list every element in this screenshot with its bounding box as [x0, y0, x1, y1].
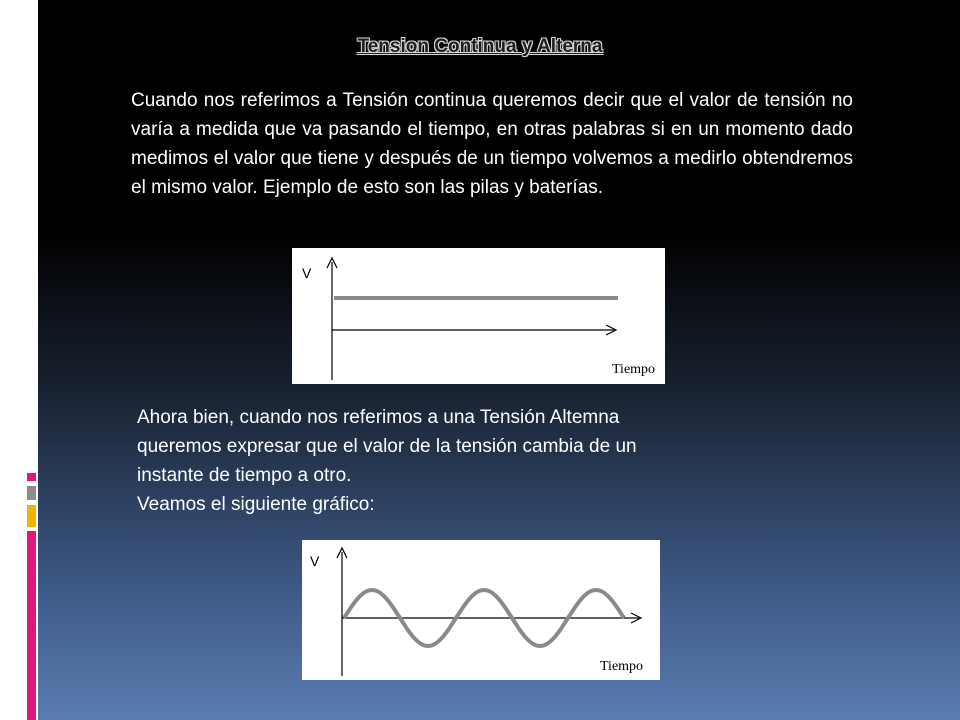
decorative-bar-gray [27, 486, 36, 500]
dc-x-axis-label: Tiempo [612, 362, 656, 377]
ac-voltage-graph [302, 540, 660, 680]
slide-title: Tension Continua y Alterna [357, 36, 603, 57]
dc-voltage-graph [292, 248, 665, 384]
paragraph-dc-description: Cuando nos referimos a Tensión continua queremos decir que el valor de tensión no varía a medida que va pasando el tiempo, en otras palabras si en un momento dado medimos el valor que tiene y después de un tiempo volvemos a medirlo obtendremos el mismo valor. Ejemplo de esto son las pilas y baterías. [131, 90, 853, 198]
paragraph-ac-line: Veamos el siguiente gráfico: [137, 494, 375, 515]
decorative-bar-yellow [27, 505, 36, 527]
paragraph-ac-line: Ahora bien, cuando nos referimos a una Tensión Altemna [137, 407, 620, 428]
ac-x-axis-label: Tiempo [600, 659, 644, 674]
dc-y-axis-label: V [302, 265, 312, 281]
paragraph-ac-line: queremos expresar que el valor de la tensión cambia de un [137, 436, 637, 457]
ac-y-axis-label: V [310, 553, 320, 569]
paragraph-ac-description [137, 403, 797, 519]
paragraph-ac-line: instante de tiempo a otro. [137, 465, 352, 486]
decorative-bar-pink [27, 473, 36, 481]
decorative-bar-pink-long [27, 531, 36, 720]
